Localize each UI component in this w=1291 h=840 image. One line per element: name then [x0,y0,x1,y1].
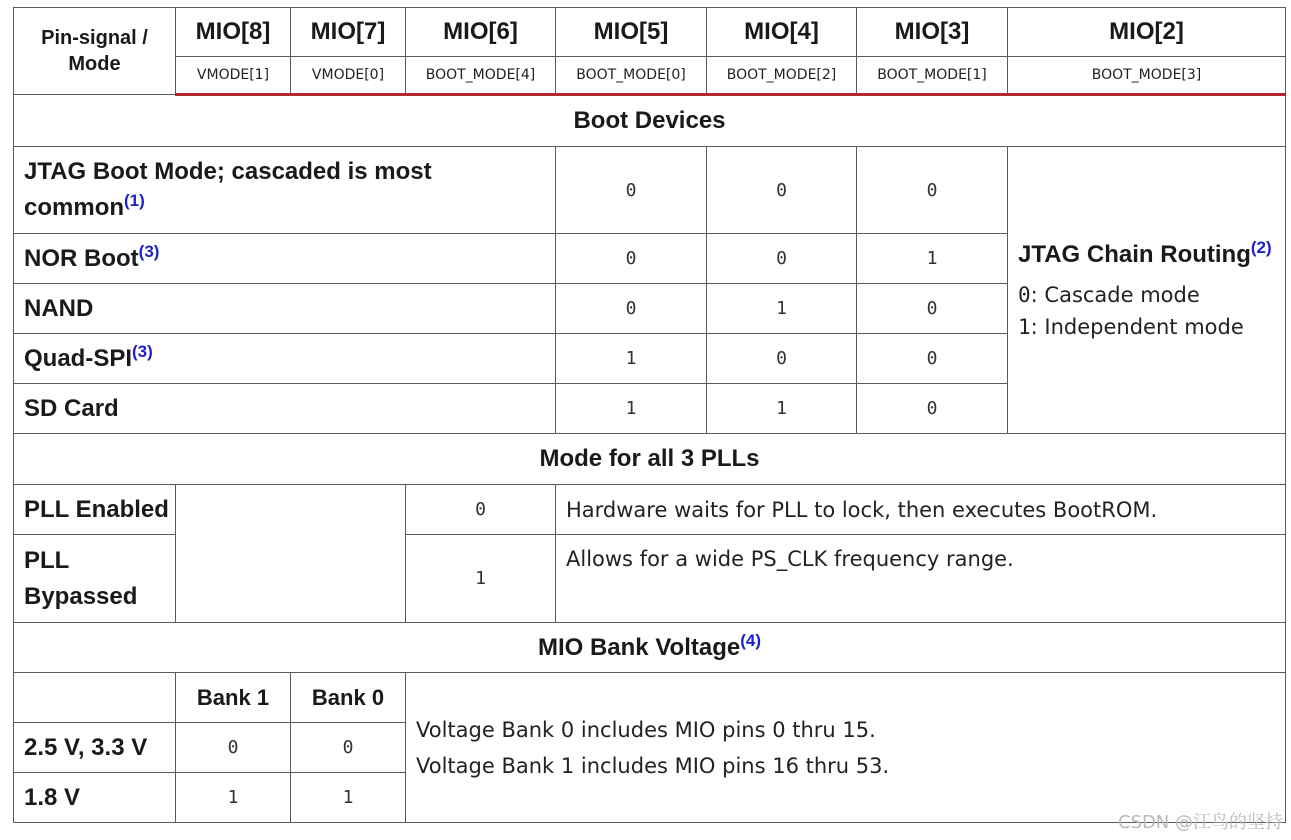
pll-value: 0 [406,485,556,535]
boot-label-nor [14,234,556,284]
boot-value: 1 [707,384,857,434]
bank-notes [406,673,1286,823]
boot-label-text: SD Card [24,394,119,422]
boot-value: 1 [707,284,857,334]
boot-mode-table-wrapper [13,7,1285,828]
boot-value: 0 [556,234,707,284]
boot-value: 1 [556,384,707,434]
boot-label-qspi [14,334,556,384]
boot-label-nand [14,284,556,334]
bank-voltage-label: 2.5 V, 3.3 V [14,723,176,773]
footnote-ref: (1) [124,191,145,210]
corner-label: Pin-signal / Mode [41,27,148,75]
mio-header: MIO[7] [291,8,406,57]
footnote-ref: (2) [1250,238,1272,257]
boot-label-text: Quad-SPI [24,344,133,372]
routing-title-text: JTAG Chain Routing [1018,241,1251,268]
bank-value: 1 [176,773,291,823]
boot-label-text: NOR Boot [24,244,139,272]
signal-header: BOOT_MODE[0] [556,57,707,95]
section-title-pll: Mode for all 3 PLLs [14,434,1286,485]
routing-text: : Cascade mode [1030,283,1200,307]
routing-code: 1 [1018,315,1031,339]
bank-0-header: Bank 0 [291,673,406,723]
boot-row-jtag [14,147,1286,234]
boot-value: 1 [556,334,707,384]
bank-value: 0 [291,723,406,773]
bank-1-header: Bank 1 [176,673,291,723]
boot-mode-table [13,7,1286,823]
routing-code: 0 [1018,283,1031,307]
pll-description: Hardware waits for PLL to lock, then executes BootROM. [556,485,1286,535]
pll-row-enabled [14,485,1286,535]
boot-value: 0 [556,284,707,334]
mio-header: MIO[8] [176,8,291,57]
pll-label-bypassed [14,535,176,623]
signal-header: BOOT_MODE[3] [1008,57,1286,95]
section-row-boot [14,95,1286,147]
boot-value: 0 [707,334,857,384]
bank-empty-corner [14,673,176,723]
mio-header: MIO[3] [857,8,1008,57]
boot-value: 0 [857,334,1008,384]
header-row-mio [14,8,1286,57]
boot-value: 0 [857,384,1008,434]
mio-header: MIO[4] [707,8,857,57]
mio-header: MIO[5] [556,8,707,57]
pll-label-line: PLL [24,546,70,574]
footnote-ref: (4) [740,630,762,650]
pll-label-enabled: PLL Enabled [14,485,176,535]
pll-value: 1 [406,535,556,623]
boot-label-jtag [14,147,556,234]
boot-value: 0 [857,284,1008,334]
boot-label-sd [14,384,556,434]
bank-value: 0 [176,723,291,773]
section-title-boot-devices: Boot Devices [14,95,1286,147]
section-row-pll [14,434,1286,485]
routing-text: : Independent mode [1030,315,1244,339]
signal-header: BOOT_MODE[4] [406,57,556,95]
boot-value: 0 [707,234,857,284]
csdn-watermark: CSDN @江鸟的坚持 [1117,812,1283,833]
boot-value: 0 [857,147,1008,234]
signal-header: VMODE[0] [291,57,406,95]
signal-header: BOOT_MODE[1] [857,57,1008,95]
bank-voltage-label: 1.8 V [14,773,176,823]
routing-option-independent [1018,315,1285,339]
bank-note: Voltage Bank 1 includes MIO pins 16 thru 53. [416,753,890,778]
boot-value: 0 [707,147,857,234]
bank-header-row [14,673,1286,723]
header-row-signals [14,57,1286,95]
footnote-ref: (3) [138,241,160,261]
section-row-bank [14,623,1286,673]
bank-note: Voltage Bank 0 includes MIO pins 0 thru 15. [416,717,876,742]
jtag-chain-routing-cell [1008,147,1286,434]
boot-value: 1 [857,234,1008,284]
boot-value: 0 [556,147,707,234]
bank-title-text: MIO Bank Voltage [537,633,741,661]
pll-description: Allows for a wide PS_CLK frequency range. [556,535,1286,623]
mio-header: MIO[6] [406,8,556,57]
signal-header: BOOT_MODE[2] [707,57,857,95]
signal-header: VMODE[1] [176,57,291,95]
jtag-chain-routing-title [1018,238,1285,269]
boot-label-text: JTAG Boot Mode; cascaded is most common [24,158,432,221]
routing-option-cascade [1018,283,1285,307]
pll-empty-cell [176,485,406,623]
bank-value: 1 [291,773,406,823]
pll-label-line: Bypassed [24,582,138,610]
section-title-bank-voltage [14,623,1286,673]
boot-label-text: NAND [24,294,94,322]
mio-header: MIO[2] [1008,8,1286,57]
footnote-ref: (3) [132,341,153,361]
pin-signal-mode-header [14,8,176,95]
